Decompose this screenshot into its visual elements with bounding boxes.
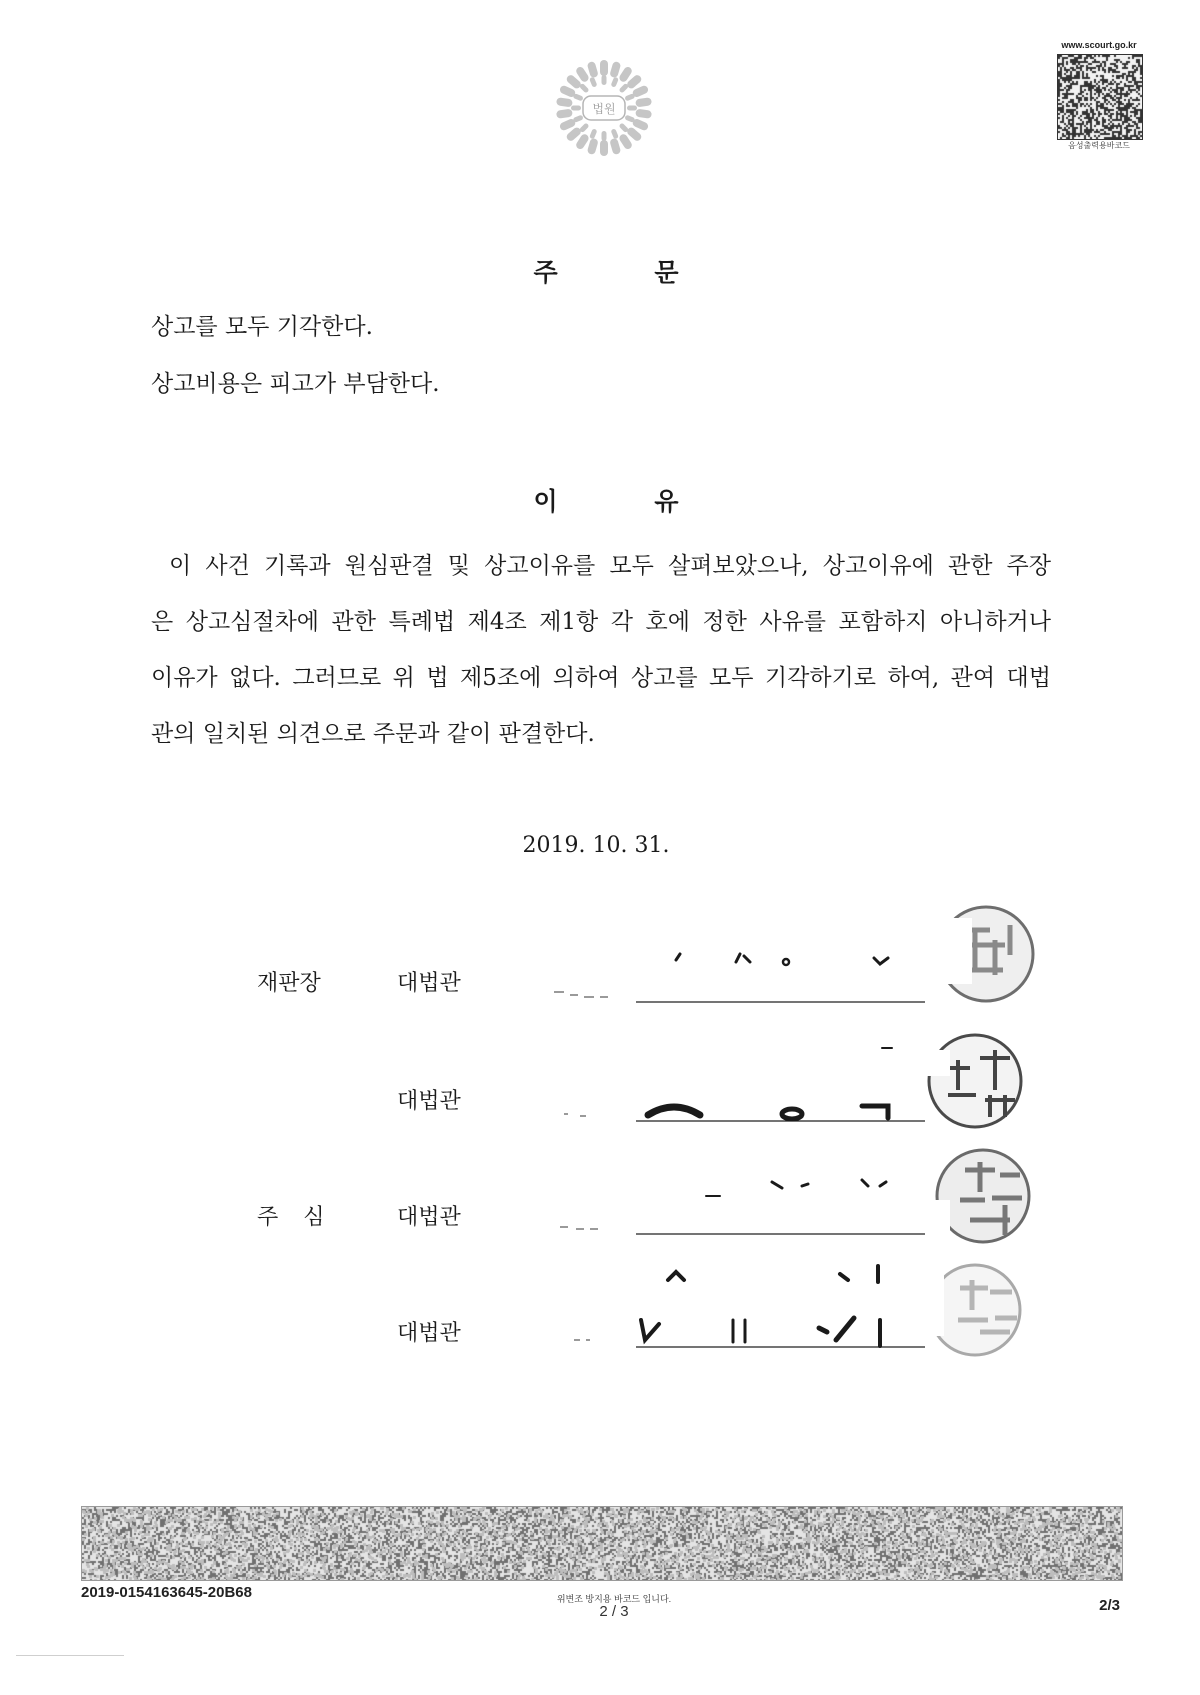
reasons-line-3: 이유가 없다. 그러므로 위 법 제5조에 의하여 상고를 모두 기각하기로 하여, 관여 대법 xyxy=(151,665,1051,691)
anti-forgery-barcode xyxy=(81,1506,1123,1581)
reasons-line-2: 은 상고심절차에 관한 특례법 제4조 제1항 각 호에 정한 사유를 포함하지 아니하거나 xyxy=(151,609,1051,635)
emblem-petal xyxy=(556,97,573,107)
emblem-petal xyxy=(610,128,618,139)
emblem-petal xyxy=(609,138,621,156)
scan-edge-line xyxy=(16,1655,124,1656)
emblem-petal xyxy=(627,106,637,111)
justice-title-4: 대법관 xyxy=(397,1321,461,1346)
justice-title-1: 대법관 xyxy=(397,971,461,996)
emblem-petal xyxy=(571,106,581,111)
reasons-heading: 이 유 xyxy=(533,487,679,516)
emblem-petal xyxy=(587,138,599,156)
seal-3 xyxy=(922,1150,1029,1242)
emblem-petal xyxy=(600,60,608,76)
anti-forgery-note: 위변조 방지용 바코드 입니다. xyxy=(556,1594,672,1604)
court-site-url: www.scourt.go.kr xyxy=(1061,40,1137,50)
redacted-name-remnants xyxy=(554,992,608,1340)
emblem-petal xyxy=(600,140,608,156)
emblem-petal xyxy=(602,75,607,85)
document-number: 2019-0154163645-20B68 xyxy=(81,1584,252,1601)
voice-output-barcode xyxy=(1057,54,1143,140)
reasons-line-1: 이 사건 기록과 원심판결 및 상고이유를 모두 살펴보았으나, 상고이유에 관한 주장 xyxy=(169,553,1051,579)
seal-4 xyxy=(920,1265,1020,1355)
emblem-petal xyxy=(635,97,652,107)
signature-area xyxy=(540,900,1100,1370)
emblem-petal xyxy=(635,109,652,119)
page-number-right: 2/3 xyxy=(1099,1597,1120,1614)
seal-2 xyxy=(920,1035,1021,1127)
justice-title-3: 대법관 xyxy=(397,1205,461,1230)
order-line-dismissal: 상고를 모두 기각한다. xyxy=(151,314,373,340)
judgment-date: 2019. 10. 31. xyxy=(522,833,670,858)
emblem-petal xyxy=(609,61,621,79)
presiding-justice-role: 재판장 xyxy=(257,971,321,996)
justice-title-2: 대법관 xyxy=(397,1089,461,1114)
reasons-line-4: 관의 일치된 의견으로 주문과 같이 판결한다. xyxy=(151,721,595,747)
emblem-petal xyxy=(602,131,607,141)
order-heading: 주 문 xyxy=(533,258,679,287)
order-line-costs: 상고비용은 피고가 부담한다. xyxy=(151,371,440,397)
page-number-center: 2 / 3 xyxy=(599,1603,629,1620)
voice-output-barcode-caption: 음성출력용바코드 xyxy=(1068,141,1130,150)
emblem-text: 법원 xyxy=(592,102,616,116)
presiding-opinion-role: 주 심 xyxy=(257,1205,325,1230)
signature-strokes xyxy=(641,954,892,1346)
emblem-petal xyxy=(589,77,597,88)
emblem-petal xyxy=(556,109,573,119)
emblem-petal xyxy=(589,128,597,139)
emblem-petal xyxy=(587,61,599,79)
emblem-petal xyxy=(610,77,618,88)
court-emblem xyxy=(552,56,656,160)
seal-1 xyxy=(932,907,1033,1001)
